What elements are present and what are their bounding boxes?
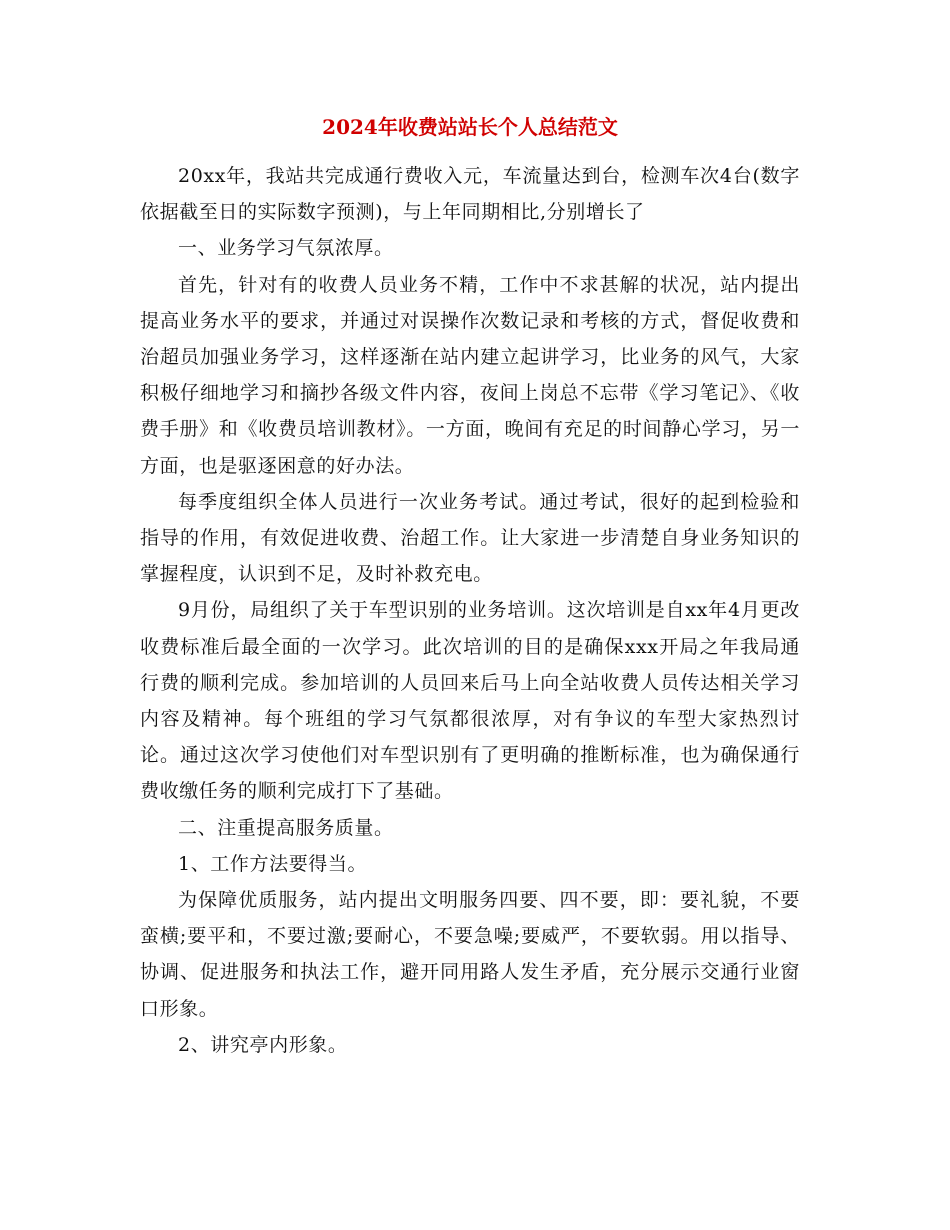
paragraph-quarterly-exam: 每季度组织全体人员进行一次业务考试。通过考试，很好的起到检验和指导的作用，有效促进收费、治超工作。让大家进一步清楚自身业务知识的掌握程度，认识到不足，及时补救充电。	[140, 490, 800, 586]
document-title: 2024年收费站站长个人总结范文	[322, 115, 618, 139]
subheading-work-method: 1、工作方法要得当。	[178, 852, 368, 875]
subheading-booth-image: 2、讲究亭内形象。	[178, 1033, 348, 1056]
paragraph-intro: 20xx年，我站共完成通行费收入元，车流量达到台，检测车次4台(数字依据截至日的实际数字预测)，与上年同期相比,分别增长了	[140, 165, 800, 224]
section-heading-1: 一、业务学习气氛浓厚。	[178, 237, 394, 260]
section-heading-2: 二、注重提高服务质量。	[178, 816, 394, 839]
paragraph-study-first: 首先，针对有的收费人员业务不精，工作中不求甚解的状况，站内提出提高业务水平的要求，并通过对误操作次数记录和考核的方式，督促收费和治超员加强业务学习，这样逐渐在站内建立起讲学习，比业务的风气，大家积极仔细地学习和摘抄各级文件内容，夜间上岗总不忘带《学习笔记》、《收费手册》和《收费员培训教材》。一方面，晚间有充足的时间静心学习，另一方面，也是驱逐困意的好办法。	[140, 273, 800, 477]
paragraph-service-rules: 为保障优质服务，站内提出文明服务四要、四不要，即：要礼貌，不要蛮横;要平和，不要过激;要耐心，不要急噪;要威严，不要软弱。用以指导、协调、促进服务和执法工作，避开同用路人发生矛盾，充分展示交通行业窗口形象。	[140, 889, 800, 1020]
paragraph-september-training: 9月份，局组织了关于车型识别的业务培训。这次培训是自xx年4月更改收费标准后最全面的一次学习。此次培训的目的是确保xxx开局之年我局通行费的顺利完成。参加培训的人员回来后马上向全站收费人员传达相关学习内容及精神。每个班组的学习气氛都很浓厚，对有争议的车型大家热烈讨论。通过这次学习使他们对车型识别有了更明确的推断标准，也为确保通行费收缴任务的顺利完成打下了基础。	[140, 599, 800, 803]
